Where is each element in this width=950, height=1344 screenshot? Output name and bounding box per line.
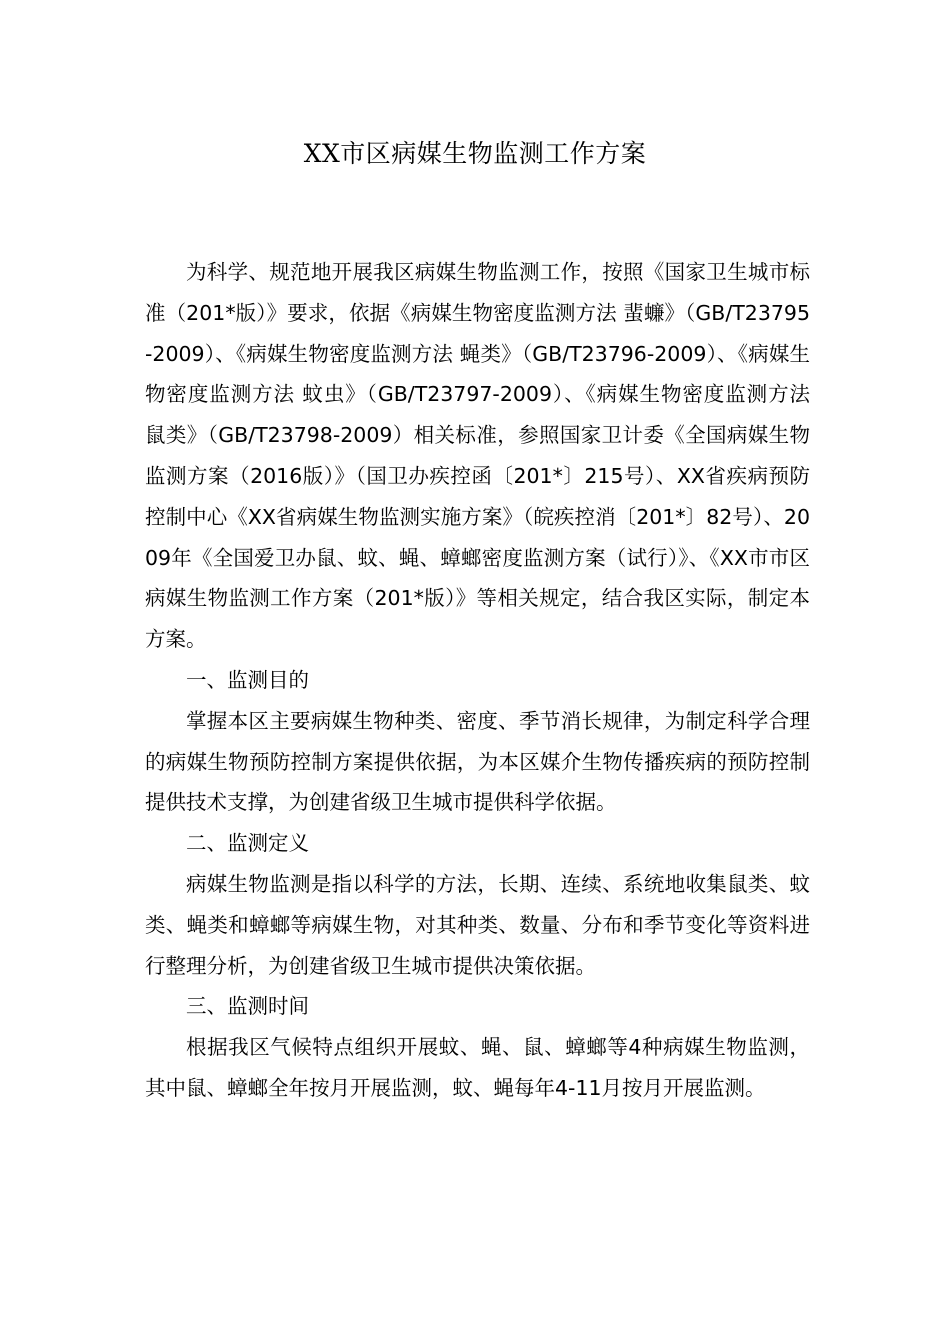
section-paragraph-time: 根据我区气候特点组织开展蚊、蝇、鼠、蟑螂等4种病媒生物监测，其中鼠、蟑螂全年按月开展监测，蚊、蝇每年4-11月按月开展监测。 [145,1035,810,1100]
section-heading-definition: 二、监测定义 [186,831,309,856]
section-paragraph-definition: 病媒生物监测是指以科学的方法，长期、连续、系统地收集鼠类、蚊类、蝇类和蟑螂等病媒生物，对其种类、数量、分布和季节变化等资料进行整理分析，为创建省级卫生城市提供决策依据。 [145,871,810,978]
intro-paragraph: 为科学、规范地开展我区病媒生物监测工作，按照《国家卫生城市标准（201*版）》要求，依据《病媒生物密度监测方法 蜚蠊》（GB/T23795-2009）、《病媒生物密度监测方法 蝇类》（GB/T23796-2009）、《病媒生物密度监测方法 蚊虫》（GB/T23797-2009）、《病媒生物密度监测方法 鼠类》（GB/T23798-2009）相关标准，参照国家卫计委《全国病媒生物监测方案（2016版）》（国卫办疾控函〔201*〕215号）、XX省疾病预防控制中心《XX省病媒生物监测实施方案》（皖疾控消〔201*〕82号）、2009年《全国爱卫办鼠、蚊、蝇、蟑螂密度监测方案（试行）》、《XX市市区病媒生物监测工作方案（201*版）》等相关规定，结合我区实际，制定本方案。 [145,260,810,652]
document-title: XX市区病媒生物监测工作方案 [303,139,647,168]
document-body [145,252,810,1109]
section-paragraph-purpose: 掌握本区主要病媒生物种类、密度、季节消长规律，为制定科学合理的病媒生物预防控制方案提供依据，为本区媒介生物传播疾病的预防控制提供技术支撑，为创建省级卫生城市提供科学依据。 [145,708,810,815]
section-heading-purpose: 一、监测目的 [186,667,309,692]
section-heading-time: 三、监测时间 [186,994,309,1019]
